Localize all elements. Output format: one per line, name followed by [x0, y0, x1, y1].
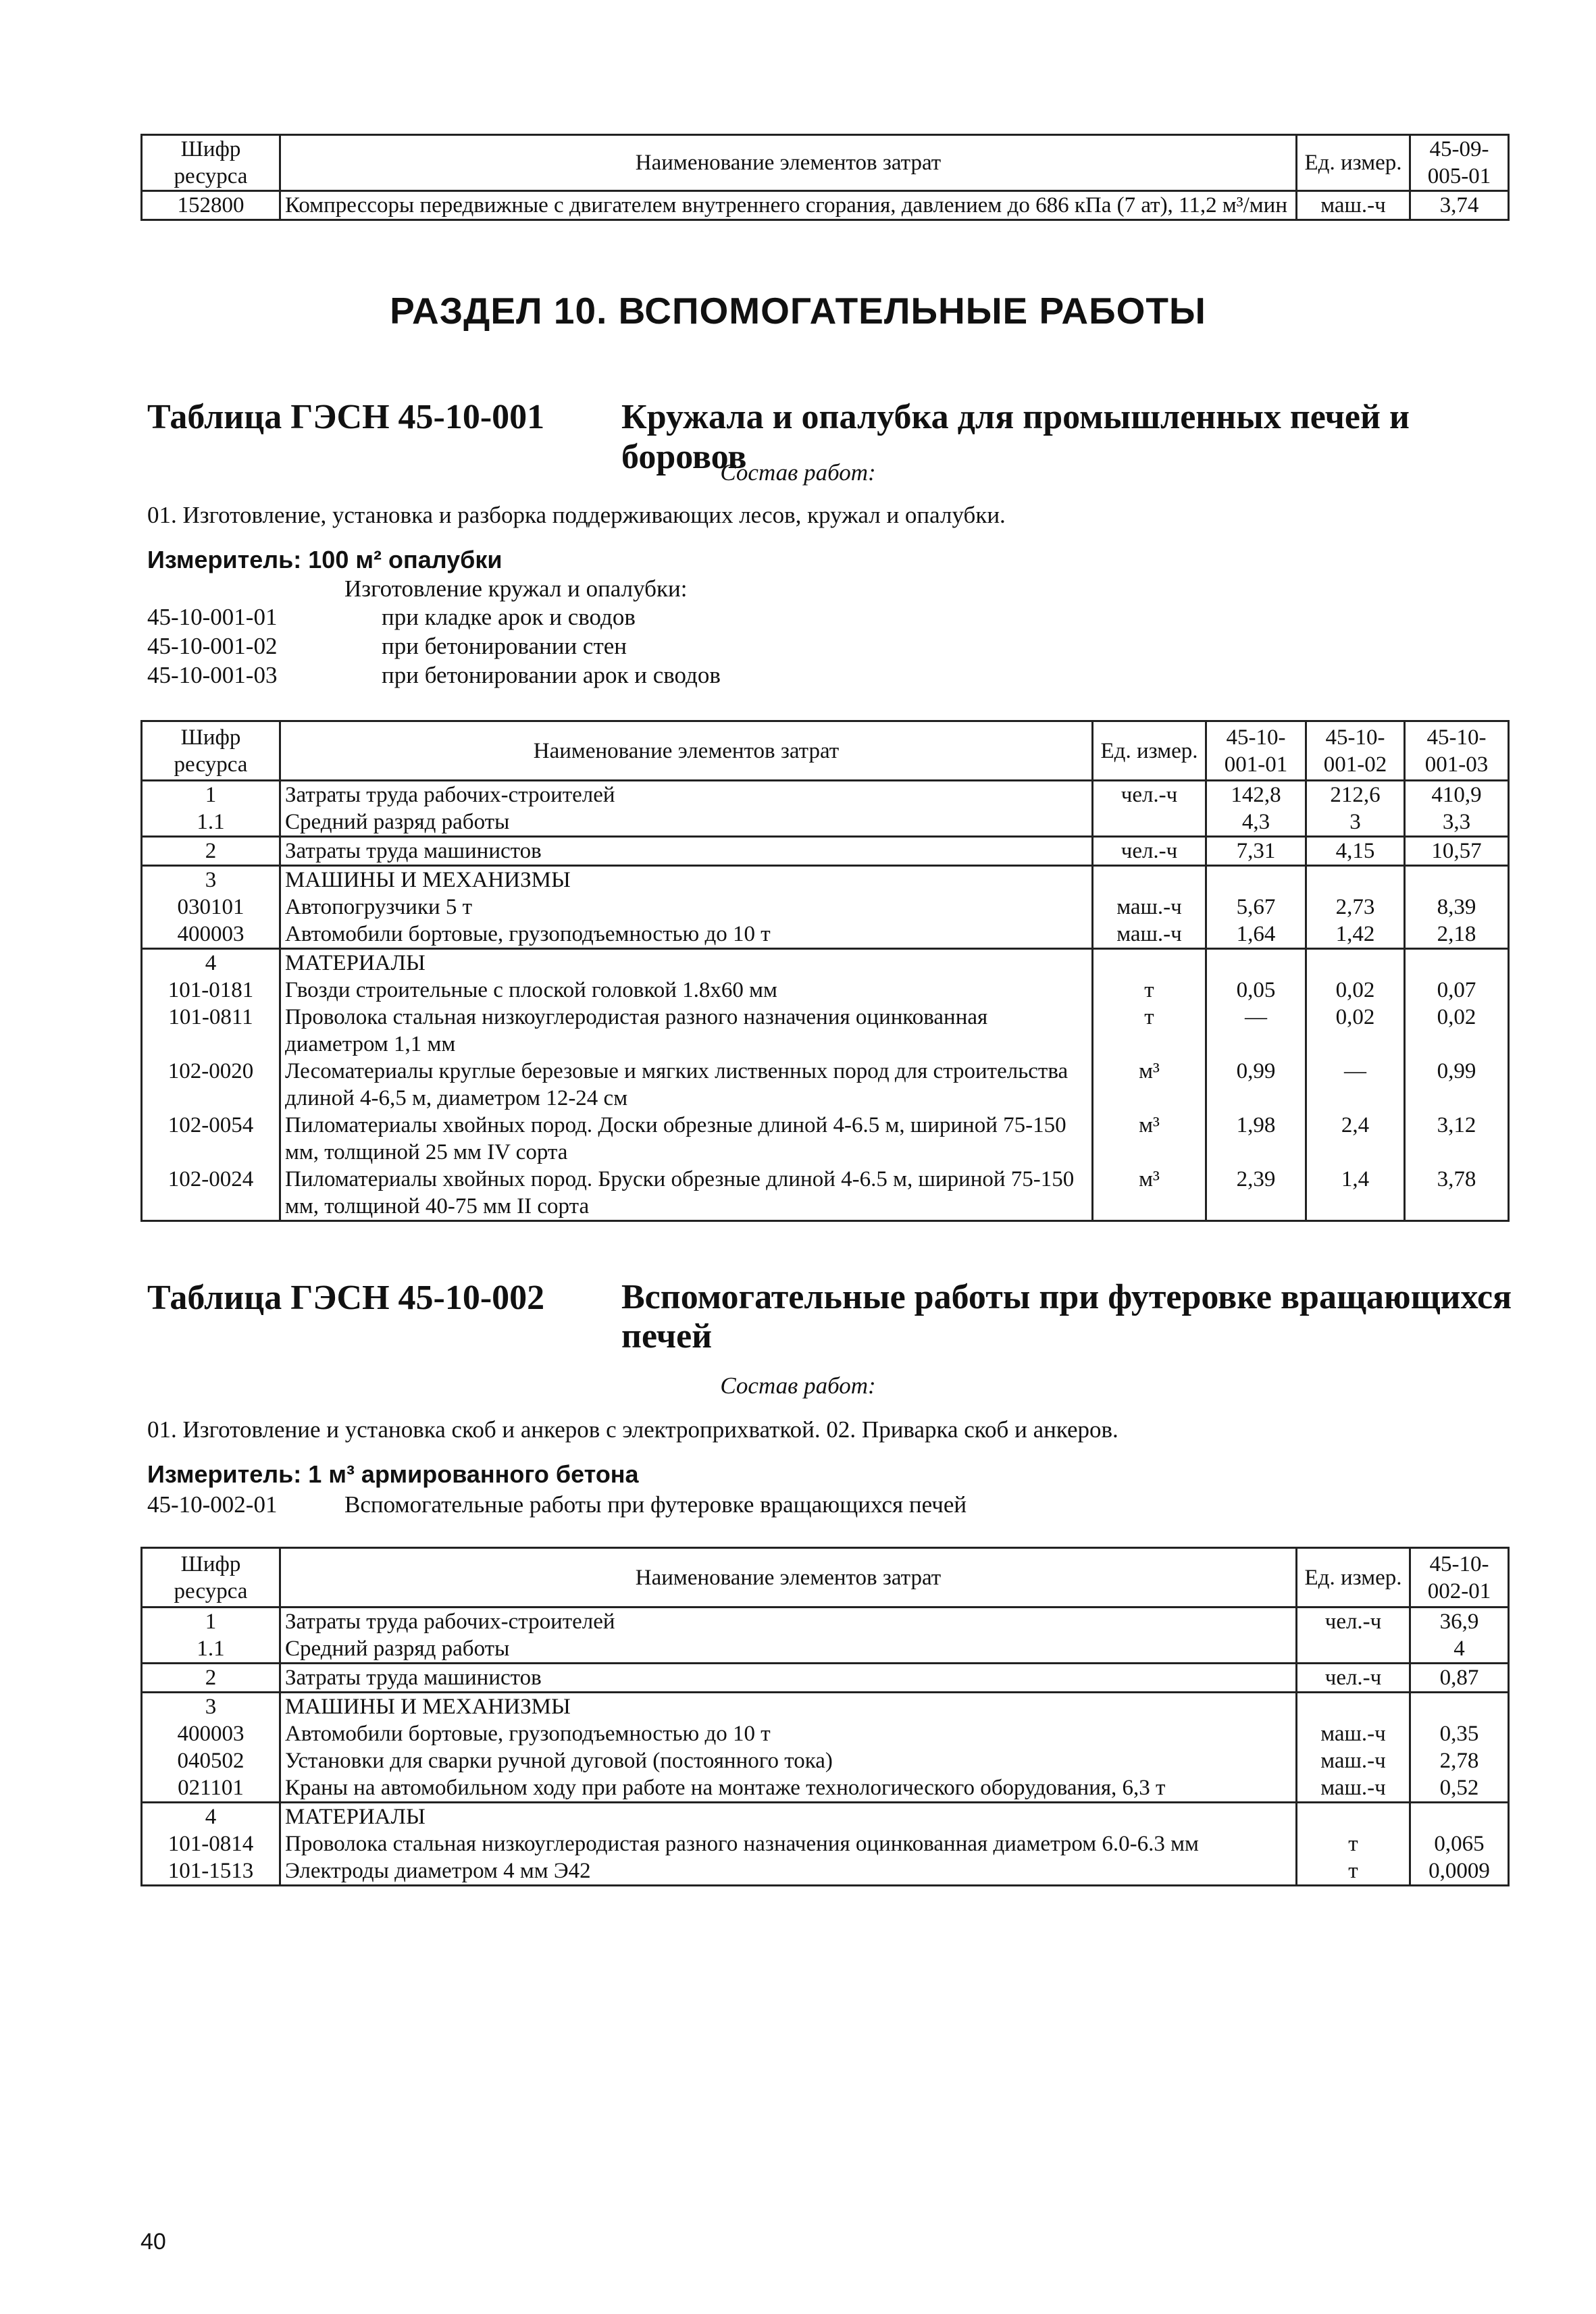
col-header-norm: 45-09-005-01 — [1410, 135, 1509, 191]
cell-name: МАШИНЫ И МЕХАНИЗМЫ — [280, 1693, 1297, 1721]
cell-v1: 4 — [1410, 1635, 1509, 1664]
cell-v1: 0,065 — [1410, 1830, 1509, 1857]
table-row — [142, 1112, 1509, 1166]
cell-code: 040502 — [142, 1747, 280, 1774]
cell-v3: 8,39 — [1405, 894, 1509, 921]
cell-v3: 410,9 — [1405, 781, 1509, 809]
table1-item-code: 45-10-001-02 — [147, 633, 278, 659]
cell-name: МАТЕРИАЛЫ — [280, 1803, 1297, 1831]
cell-name: Установки для сварки ручной дуговой (постоянного тока) — [280, 1747, 1297, 1774]
table-row — [142, 1693, 1509, 1721]
cell-unit: маш.-ч — [1093, 894, 1206, 921]
table2-compose-label: Состав работ: — [720, 1372, 876, 1399]
cell-code: 2 — [142, 1664, 280, 1693]
table1-works: 01. Изготовление, установка и разборка поддерживающих лесов, кружал и опалубки. — [147, 502, 1006, 528]
cell-unit — [1297, 1693, 1410, 1721]
cell-v1 — [1410, 1693, 1509, 1721]
table-row — [142, 1830, 1509, 1857]
cell-unit: чел.-ч — [1297, 1608, 1410, 1636]
cell-v1: 0,0009 — [1410, 1857, 1509, 1886]
cell-v1: 0,87 — [1410, 1664, 1509, 1693]
table1-meter: Измеритель: 100 м² опалубки — [147, 546, 503, 573]
cell-name: Лесоматериалы круглые березовые и мягких лиственных пород для строительства длиной 4-6,5 м, диаметром 12-24 см — [280, 1058, 1093, 1112]
table2-resources — [140, 1547, 1510, 1886]
table-row — [142, 837, 1509, 866]
col-header-norm-03: 45-10-001-03 — [1405, 721, 1509, 781]
cell-v3: 3,3 — [1405, 808, 1509, 837]
cell-unit: маш.-ч — [1297, 1720, 1410, 1747]
table1-item-code: 45-10-001-01 — [147, 604, 278, 630]
table1-item-label: при бетонировании арок и сводов — [382, 662, 721, 688]
cell-unit — [1093, 949, 1206, 977]
cell-v3: 3,12 — [1405, 1112, 1509, 1166]
col-header-unit: Ед. измер. — [1297, 135, 1410, 191]
cell-v2: 1,4 — [1306, 1166, 1405, 1221]
cell-code: 102-0024 — [142, 1166, 280, 1221]
cell-v2 — [1306, 866, 1405, 894]
cell-v1: 2,39 — [1206, 1166, 1306, 1221]
cell-unit: т — [1297, 1830, 1410, 1857]
table2-title: Вспомогательные работы при футеровке вращающихся печей — [621, 1278, 1512, 1356]
cell-name: Затраты труда машинистов — [280, 1664, 1297, 1693]
table-row — [142, 1664, 1509, 1693]
cell-name: Средний разряд работы — [280, 808, 1093, 837]
table1-group-caption: Изготовление кружал и опалубки: — [344, 575, 688, 602]
cell-v2: 0,02 — [1306, 1004, 1405, 1058]
cell-v1: 5,67 — [1206, 894, 1306, 921]
cell-unit: маш.-ч — [1093, 921, 1206, 949]
table-row — [142, 894, 1509, 921]
cell-v1: 2,78 — [1410, 1747, 1509, 1774]
table1-item-code: 45-10-001-03 — [147, 662, 278, 688]
cell-unit: т — [1093, 977, 1206, 1004]
cell-v1: 7,31 — [1206, 837, 1306, 866]
cell-code: 400003 — [142, 1720, 280, 1747]
cell-code: 400003 — [142, 921, 280, 949]
cell-code: 1.1 — [142, 808, 280, 837]
cell-name: Гвозди строительные с плоской головкой 1.8х60 мм — [280, 977, 1093, 1004]
cell-code: 1 — [142, 781, 280, 809]
page-number: 40 — [140, 2229, 166, 2255]
cell-unit: м³ — [1093, 1058, 1206, 1112]
col-header-name: Наименование элементов затрат — [280, 1548, 1297, 1608]
col-header-code: Шифр ресурса — [142, 1548, 280, 1608]
cell-v1: 4,3 — [1206, 808, 1306, 837]
table2-item-code: 45-10-002-01 — [147, 1491, 278, 1518]
table-row — [142, 808, 1509, 837]
table-row — [142, 1803, 1509, 1831]
table1-resources — [140, 720, 1510, 1222]
cell-unit: чел.-ч — [1297, 1664, 1410, 1693]
cell-v3: 10,57 — [1405, 837, 1509, 866]
cell-code: 4 — [142, 1803, 280, 1831]
table1-item-label: при бетонировании стен — [382, 633, 627, 659]
cell-v3: 0,02 — [1405, 1004, 1509, 1058]
cell-code: 101-0181 — [142, 977, 280, 1004]
cell-unit: чел.-ч — [1093, 837, 1206, 866]
table1-code: Таблица ГЭСН 45-10-001 — [147, 398, 545, 436]
cell-v2: 4,15 — [1306, 837, 1405, 866]
cell-unit — [1297, 1635, 1410, 1664]
cell-name: Пиломатериалы хвойных пород. Бруски обрезные длиной 4-6.5 м, шириной 75-150 мм, толщиной 40-75 мм II сорта — [280, 1166, 1093, 1221]
table-row — [142, 1608, 1509, 1636]
cell-unit: м³ — [1093, 1112, 1206, 1166]
cell-v2: 2,4 — [1306, 1112, 1405, 1166]
table-row — [142, 977, 1509, 1004]
cell-code: 102-0054 — [142, 1112, 280, 1166]
cell-v2: 1,42 — [1306, 921, 1405, 949]
table-row — [142, 1774, 1509, 1803]
table-row — [142, 1747, 1509, 1774]
table-row — [142, 1857, 1509, 1886]
cell-code: 101-1513 — [142, 1857, 280, 1886]
cell-v1: 1,64 — [1206, 921, 1306, 949]
cell-code: 021101 — [142, 1774, 280, 1803]
cell-code: 101-0814 — [142, 1830, 280, 1857]
cell-unit — [1297, 1803, 1410, 1831]
col-header-name: Наименование элементов затрат — [280, 721, 1093, 781]
cell-code: 101-0811 — [142, 1004, 280, 1058]
cell-v1 — [1206, 949, 1306, 977]
cell-name: Автомобили бортовые, грузоподъемностью до 10 т — [280, 921, 1093, 949]
cell-v2: — — [1306, 1058, 1405, 1112]
table2-code: Таблица ГЭСН 45-10-002 — [147, 1279, 545, 1317]
cell-v1: 0,52 — [1410, 1774, 1509, 1803]
cell-unit: т — [1297, 1857, 1410, 1886]
cell-v3: 3,78 — [1405, 1166, 1509, 1221]
cell-unit: м³ — [1093, 1166, 1206, 1221]
table2-works: 01. Изготовление и установка скоб и анкеров с электроприхваткой. 02. Приварка скоб и анкеров. — [147, 1416, 1118, 1443]
cell-name: Затраты труда рабочих-строителей — [280, 1608, 1297, 1636]
table-row — [142, 1058, 1509, 1112]
cell-v1: 0,99 — [1206, 1058, 1306, 1112]
cell-v3: 0,07 — [1405, 977, 1509, 1004]
top-resource-table — [140, 134, 1510, 221]
cell-v2: 212,6 — [1306, 781, 1405, 809]
table2-item-label: Вспомогательные работы при футеровке вращающихся печей — [344, 1491, 967, 1518]
col-header-unit: Ед. измер. — [1093, 721, 1206, 781]
cell-v3: 2,18 — [1405, 921, 1509, 949]
table-row — [142, 781, 1509, 809]
cell-v1 — [1410, 1803, 1509, 1831]
cell-name: Средний разряд работы — [280, 1635, 1297, 1664]
cell-code: 4 — [142, 949, 280, 977]
cell-v2: 2,73 — [1306, 894, 1405, 921]
section-title: РАЗДЕЛ 10. ВСПОМОГАТЕЛЬНЫЕ РАБОТЫ — [390, 290, 1206, 332]
cell-v1: 0,05 — [1206, 977, 1306, 1004]
cell-code: 1.1 — [142, 1635, 280, 1664]
cell-code: 102-0020 — [142, 1058, 280, 1112]
col-header-unit: Ед. измер. — [1297, 1548, 1410, 1608]
table-row — [142, 949, 1509, 977]
cell-unit — [1093, 808, 1206, 837]
cell-name: Пиломатериалы хвойных пород. Доски обрезные длиной 4-6.5 м, шириной 75-150 мм, толщиной 25 мм IV сорта — [280, 1112, 1093, 1166]
cell-name: Электроды диаметром 4 мм Э42 — [280, 1857, 1297, 1886]
cell-name: МАШИНЫ И МЕХАНИЗМЫ — [280, 866, 1093, 894]
col-header-norm-01: 45-10-001-01 — [1206, 721, 1306, 781]
cell-name: Проволока стальная низкоуглеродистая разного назначения оцинкованная диаметром 1,1 мм — [280, 1004, 1093, 1058]
cell-name: Проволока стальная низкоуглеродистая разного назначения оцинкованная диаметром 6.0-6.3 мм — [280, 1830, 1297, 1857]
table-row — [142, 921, 1509, 949]
cell-v3 — [1405, 949, 1509, 977]
cell-code: 1 — [142, 1608, 280, 1636]
cell-v1 — [1206, 866, 1306, 894]
cell-v3 — [1405, 866, 1509, 894]
table-row — [142, 1004, 1509, 1058]
cell-name: Затраты труда машинистов — [280, 837, 1093, 866]
cell-unit: чел.-ч — [1093, 781, 1206, 809]
cell-v2: 0,02 — [1306, 977, 1405, 1004]
cell-code: 3 — [142, 866, 280, 894]
col-header-name: Наименование элементов затрат — [280, 135, 1297, 191]
col-header-norm-02: 45-10-001-02 — [1306, 721, 1405, 781]
table-row — [142, 1635, 1509, 1664]
cell-v1: 142,8 — [1206, 781, 1306, 809]
cell-v1: 1,98 — [1206, 1112, 1306, 1166]
cell-unit — [1093, 866, 1206, 894]
cell-name: Краны на автомобильном ходу при работе на монтаже технологического оборудования, 6,3 т — [280, 1774, 1297, 1803]
cell-name: МАТЕРИАЛЫ — [280, 949, 1093, 977]
table1-title: Кружала и опалубка для промышленных печей и боровов — [621, 398, 1410, 476]
col-header-norm: 45-10-002-01 — [1410, 1548, 1509, 1608]
cell-v2: 3 — [1306, 808, 1405, 837]
cell-code: 2 — [142, 837, 280, 866]
table1-item-label: при кладке арок и сводов — [382, 604, 636, 630]
cell-v1: — — [1206, 1004, 1306, 1058]
table-row — [142, 1166, 1509, 1221]
col-header-code: Шифр ресурса — [142, 135, 280, 191]
cell-unit: маш.-ч — [1297, 1774, 1410, 1803]
cell-unit: т — [1093, 1004, 1206, 1058]
cell-v1: 36,9 — [1410, 1608, 1509, 1636]
cell-v3: 0,99 — [1405, 1058, 1509, 1112]
table-row — [142, 1720, 1509, 1747]
table1-compose-label: Состав работ: — [720, 459, 876, 486]
cell-name: Автомобили бортовые, грузоподъемностью до 10 т — [280, 1720, 1297, 1747]
cell-name: Автопогрузчики 5 т — [280, 894, 1093, 921]
cell-v1: 0,35 — [1410, 1720, 1509, 1747]
table-row — [142, 866, 1509, 894]
col-header-code: Шифр ресурса — [142, 721, 280, 781]
table-row: 152800 Компрессоры передвижные с двигателем внутреннего сгорания, давлением до 686 кПа (7 ат), 11,2 м³/мин маш.-ч 3,74 — [142, 191, 1509, 220]
cell-unit: маш.-ч — [1297, 1747, 1410, 1774]
cell-v2 — [1306, 949, 1405, 977]
cell-name: Затраты труда рабочих-строителей — [280, 781, 1093, 809]
table2-meter: Измеритель: 1 м³ армированного бетона — [147, 1460, 639, 1488]
cell-code: 3 — [142, 1693, 280, 1721]
cell-code: 030101 — [142, 894, 280, 921]
